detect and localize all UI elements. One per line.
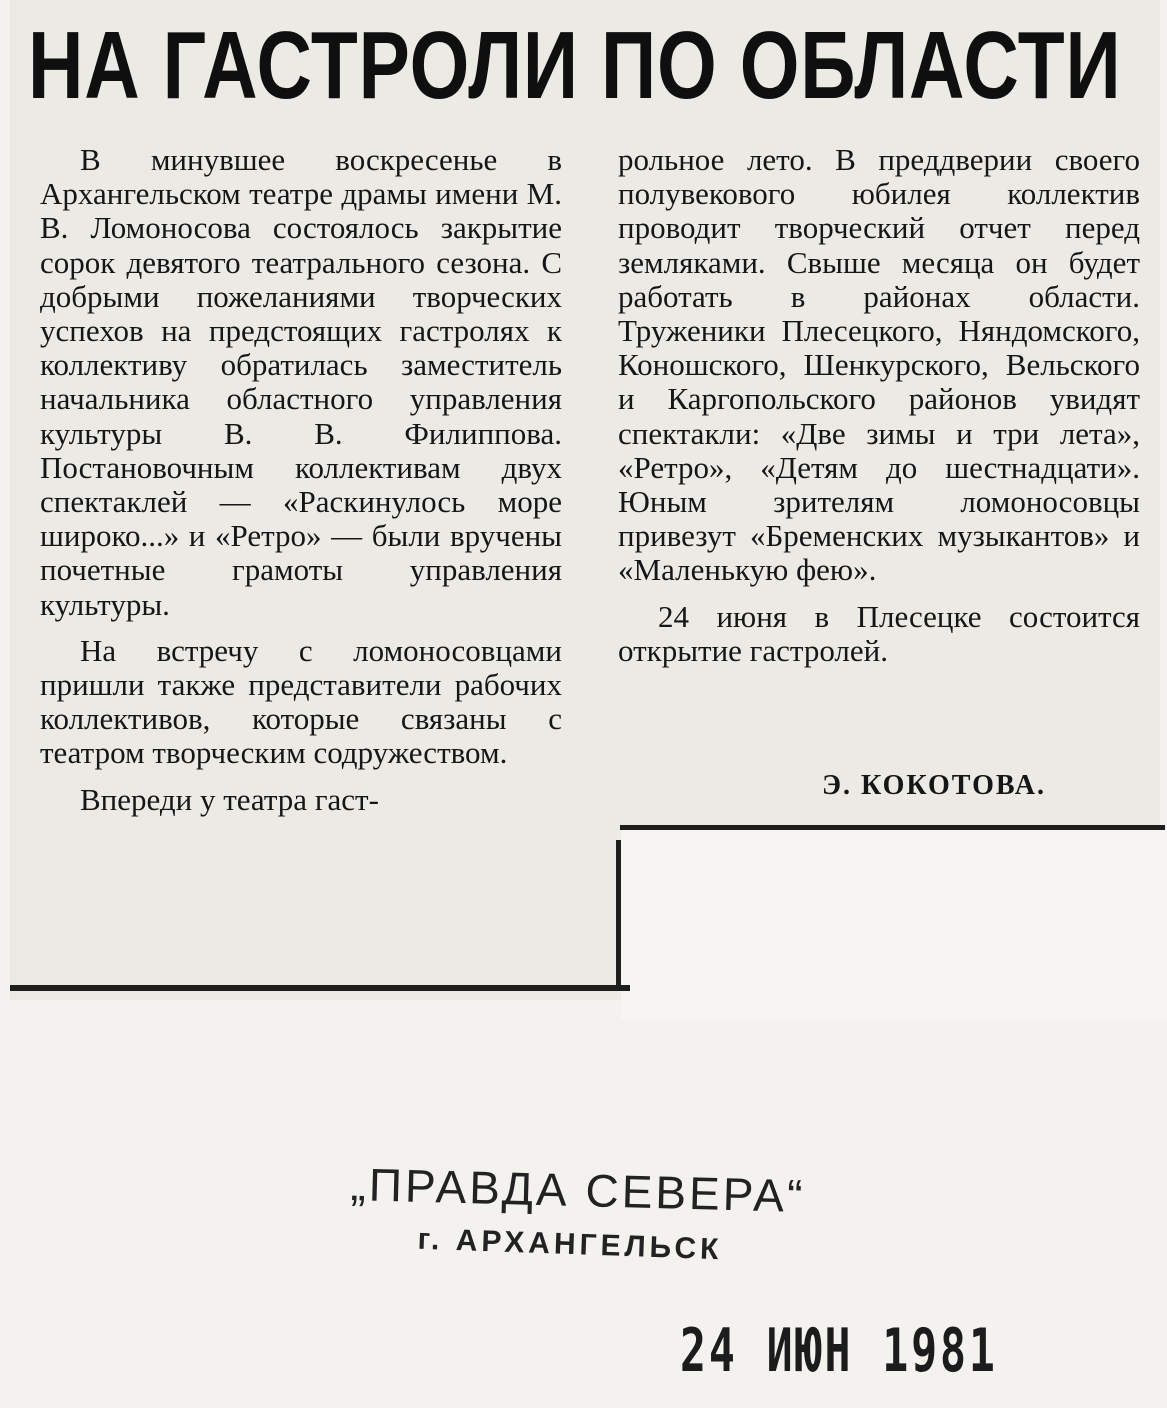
paragraph: В минувшее воскресенье в Архангельском театре драмы имени М. В. Ломоносова состоялось закрытие сорок девятого театрального сезона. С добрыми пожеланиями творческих успехов на предстоящих гастролях к коллективу обратилась заместитель начальника областного управления культуры В. В. Филиппова. Постановочным коллективам двух спектаклей — «Раскинулось море широко...» и «Ретро» — были вручены почетные грамоты управления культуры. <box>40 142 562 622</box>
paragraph: 24 июня в Плесецке состоится открытие гастролей. <box>618 598 1140 668</box>
paragraph: Впереди у театра гаст- <box>80 781 379 817</box>
column-rule <box>620 825 1165 830</box>
clipping-cutout <box>621 830 1167 1020</box>
date-stamp: 24 ИЮН 1981 <box>680 1316 998 1386</box>
article-column-left <box>40 143 562 817</box>
newspaper-stamp-city: г. АРХАНГЕЛЬСК <box>417 1222 723 1267</box>
bottom-rule <box>10 985 630 991</box>
paragraph: рольное лето. В преддверии своего полувекового юбилея коллектив проводит творческий отчет перед земляками. Свыше месяца он будет работать в районах области. Труженики Плесецкого, Няндомского, Коношского, Шенкурского, Вельского и Каргопольского районов увидят спектакли: «Две зимы и три лета», «Ретро», «Детям до шестнадцати». Юным зрителям ломоносовцы привезут «Бременских музыкантов» и «Маленькую фею». <box>618 142 1140 588</box>
paragraph: На встречу с ломоносовцами пришли также представители рабочих коллективов, которые связаны с театром творческим содружеством. <box>40 632 562 771</box>
newspaper-stamp-title: „ПРАВДА СЕВЕРА“ <box>349 1158 807 1222</box>
article-headline: НА ГАСТРОЛИ ПО ОБЛАСТИ <box>28 12 1122 119</box>
column-rule <box>616 840 621 990</box>
article-column-right <box>618 143 1140 668</box>
article-author: Э. КОКОТОВА. <box>822 770 1046 801</box>
